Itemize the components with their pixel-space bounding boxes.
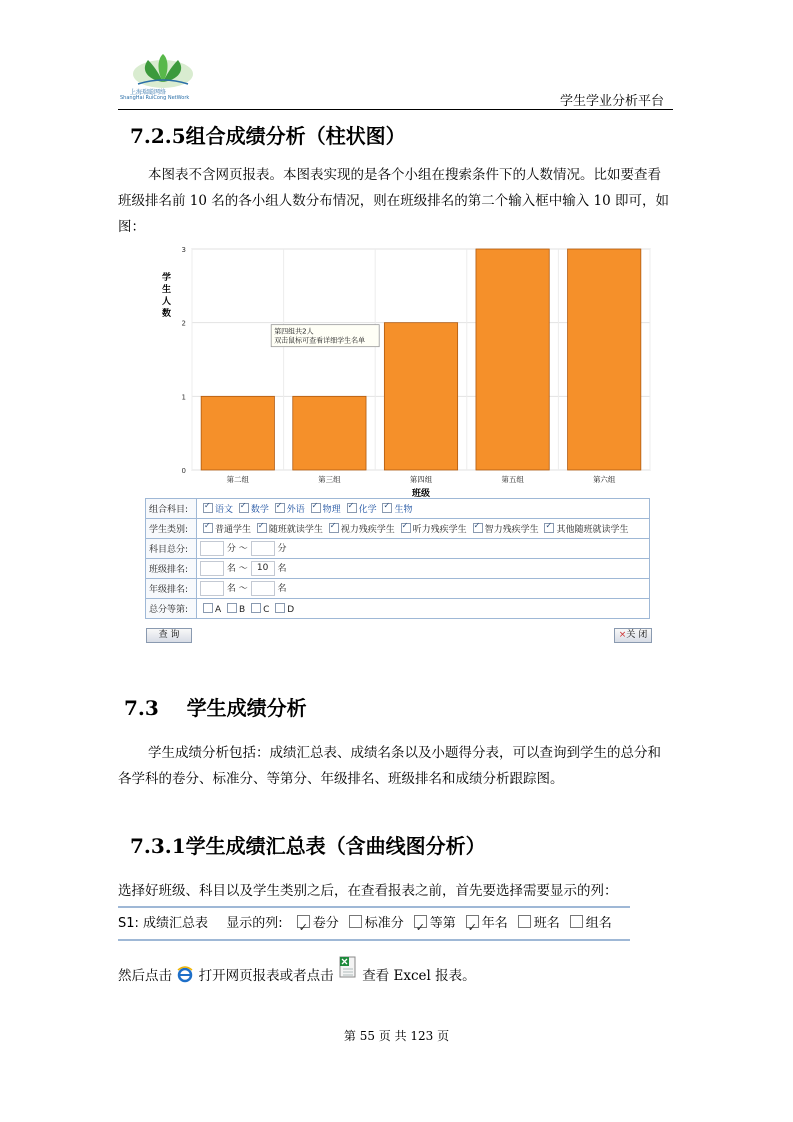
level-options xyxy=(197,599,650,619)
section-725-heading: 7.2.5组合成绩分析（柱状图） xyxy=(130,124,406,148)
header-title: 学生学业分析平台 xyxy=(560,94,665,109)
instructions-part2: 打开网页报表或者点击 xyxy=(198,968,334,984)
grade-rank-unit-1: 名 xyxy=(226,584,236,594)
s1-column-checkbox[interactable] xyxy=(414,915,427,928)
subject-checkbox[interactable] xyxy=(382,503,392,513)
page-footer: 第 55 页 共 123 页 xyxy=(343,1029,450,1043)
score-max-input[interactable] xyxy=(251,541,275,556)
total-score-label: 科目总分: xyxy=(146,539,197,559)
class-rank-unit-1: 名 xyxy=(226,564,236,574)
grade-rank-tilde: ～ xyxy=(238,584,248,594)
s1-column-options xyxy=(287,916,612,931)
form-row-level xyxy=(146,599,650,619)
plot-area xyxy=(182,246,650,484)
grade-rank-max-input[interactable] xyxy=(251,581,275,596)
section-73-para-line2: 各学科的卷分、标准分、等第分、年级排名、班级排名和成绩分析跟踪图。 xyxy=(118,771,564,787)
subject-option-label: 生物 xyxy=(394,505,413,515)
score-tilde: ～ xyxy=(238,544,248,554)
excel-icon[interactable] xyxy=(338,956,358,980)
bar xyxy=(568,249,641,470)
score-unit-2: 分 xyxy=(277,544,287,554)
x-axis-label: 班级 xyxy=(411,489,431,499)
x-tick-label: 第三组 xyxy=(318,475,341,484)
s1-column-checkbox[interactable] xyxy=(570,915,583,928)
level-option[interactable] xyxy=(248,605,269,615)
logo-text-cn: 上海瑞聪网络 xyxy=(130,89,167,96)
tooltip-line-2: 双击鼠标可查看详细学生名单 xyxy=(274,336,366,345)
bar xyxy=(476,249,549,470)
level-checkbox[interactable] xyxy=(251,603,261,613)
subject-options xyxy=(197,499,650,519)
class-rank-max-input[interactable]: 10 xyxy=(251,561,275,576)
student-type-option[interactable] xyxy=(470,525,539,535)
close-button-label: 关 闭 xyxy=(626,630,648,640)
s1-column-label: 标准分 xyxy=(364,916,404,931)
student-type-option-label: 随班就读学生 xyxy=(268,525,323,535)
bar xyxy=(384,323,457,470)
student-type-checkbox[interactable] xyxy=(257,523,267,533)
x-tick-label: 第四组 xyxy=(409,475,433,484)
x-tick-label: 第六组 xyxy=(592,475,616,484)
student-type-option[interactable] xyxy=(398,525,467,535)
column-selector-bar xyxy=(118,906,630,941)
close-button[interactable] xyxy=(614,628,652,643)
form-row-class-rank xyxy=(146,559,650,579)
s1-column-checkbox[interactable] xyxy=(518,915,531,928)
s1-column-label: 等第 xyxy=(429,916,456,931)
s1-column-checkbox[interactable] xyxy=(466,915,479,928)
bar-chart xyxy=(150,240,660,502)
y-tick-label: 0 xyxy=(181,467,186,475)
form-row-score xyxy=(146,539,650,559)
instructions-part1: 然后点击 xyxy=(118,968,172,984)
subject-option[interactable] xyxy=(272,505,305,515)
section-725-para-line3: 图： xyxy=(118,219,145,235)
section-73-heading: 7.3 学生成绩分析 xyxy=(124,696,307,720)
level-option-label: A xyxy=(215,604,222,615)
s1-columns-label: 显示的列: xyxy=(226,916,283,931)
level-option[interactable] xyxy=(272,605,294,615)
y-tick-label: 3 xyxy=(181,246,186,254)
grade-rank-min-input[interactable] xyxy=(200,581,224,596)
instructions-part3: 查看 Excel 报表。 xyxy=(362,968,476,984)
student-type-checkbox[interactable] xyxy=(329,523,339,533)
x-tick-label: 第五组 xyxy=(501,475,524,484)
section-73-para-line1: 学生成绩分析包括：成绩汇总表、成绩名条以及小题得分表，可以查询到学生的总分和 xyxy=(148,745,661,761)
subject-option-label: 物理 xyxy=(322,505,341,515)
student-type-label: 学生类别: xyxy=(146,519,197,539)
subject-option[interactable] xyxy=(344,505,377,515)
student-type-option-label: 听力残疾学生 xyxy=(412,525,467,535)
student-type-option-label: 普通学生 xyxy=(215,525,252,535)
ie-icon[interactable] xyxy=(176,965,194,983)
level-option-label: B xyxy=(239,604,246,615)
s1-column-label: 班名 xyxy=(533,916,560,931)
bar xyxy=(201,396,274,470)
student-type-option[interactable] xyxy=(541,525,628,535)
level-checkbox[interactable] xyxy=(275,603,285,613)
student-type-checkbox[interactable] xyxy=(544,523,554,533)
section-725-para-line1: 本图表不含网页报表。本图表实现的是各个小组在搜索条件下的人数情况。比如要查看 xyxy=(148,167,661,183)
form-row-subject xyxy=(146,499,650,519)
level-option[interactable] xyxy=(224,605,245,615)
student-type-option-label: 智力残疾学生 xyxy=(484,525,539,535)
student-type-checkbox[interactable] xyxy=(401,523,411,533)
section-731-heading: 7.3.1学生成绩汇总表（含曲线图分析） xyxy=(130,834,486,858)
level-checkbox[interactable] xyxy=(227,603,237,613)
grade-rank-label: 年级排名: xyxy=(146,579,197,599)
subject-checkbox[interactable] xyxy=(275,503,285,513)
class-rank-label: 班级排名: xyxy=(146,559,197,579)
query-button[interactable]: 查 询 xyxy=(146,628,192,643)
subject-label: 组合科目: xyxy=(146,499,197,519)
level-option[interactable] xyxy=(200,605,221,615)
total-level-label: 总分等第: xyxy=(146,599,197,619)
x-tick-label: 第二组 xyxy=(226,475,250,484)
student-type-checkbox[interactable] xyxy=(473,523,483,533)
level-checkbox[interactable] xyxy=(203,603,213,613)
subject-option-label: 化学 xyxy=(358,505,377,515)
section-725-para-line2: 班级排名前 10 名的各小组人数分布情况，则在班级排名的第二个输入框中输入 10 即可，如 xyxy=(118,193,670,209)
form-row-grade-rank xyxy=(146,579,650,599)
subject-option[interactable] xyxy=(200,505,233,515)
student-type-option-label: 视力残疾学生 xyxy=(340,525,395,535)
subject-option[interactable] xyxy=(379,505,412,515)
bar xyxy=(293,396,366,470)
subject-checkbox[interactable] xyxy=(347,503,357,513)
subject-checkbox[interactable] xyxy=(203,503,213,513)
s1-column-label: 卷分 xyxy=(312,916,339,931)
score-min-input[interactable] xyxy=(200,541,224,556)
subject-option-label: 数学 xyxy=(250,505,269,515)
form-row-type xyxy=(146,519,650,539)
student-type-option[interactable] xyxy=(200,525,251,535)
tooltip-line-1: 第四组共2人 xyxy=(274,327,314,336)
s1-column-checkbox[interactable] xyxy=(349,915,362,928)
class-rank-unit-2: 名 xyxy=(277,564,287,574)
level-option-label: D xyxy=(287,604,295,615)
s1-title: S1: 成绩汇总表 xyxy=(118,916,209,931)
level-option-label: C xyxy=(263,604,270,615)
grade-rank-unit-2: 名 xyxy=(277,584,287,594)
subject-checkbox[interactable] xyxy=(239,503,249,513)
report-instructions-line xyxy=(118,956,476,989)
student-type-option-label: 其他随班就读学生 xyxy=(556,525,629,535)
subject-checkbox[interactable] xyxy=(311,503,321,513)
student-type-options xyxy=(197,519,650,539)
student-type-checkbox[interactable] xyxy=(203,523,213,533)
class-rank-min-input[interactable] xyxy=(200,561,224,576)
score-unit-1: 分 xyxy=(226,544,236,554)
student-type-option[interactable] xyxy=(254,525,323,535)
filter-form xyxy=(145,498,650,619)
subject-option-label: 外语 xyxy=(286,505,305,515)
s1-column-label: 组名 xyxy=(585,916,612,931)
student-type-option[interactable] xyxy=(326,525,395,535)
s1-column-checkbox[interactable] xyxy=(297,915,310,928)
subject-option[interactable] xyxy=(236,505,269,515)
header-divider xyxy=(118,109,673,110)
s1-column-label: 年名 xyxy=(481,916,508,931)
y-axis-label: 学生人数 xyxy=(162,273,172,319)
y-tick-label: 1 xyxy=(181,393,186,402)
logo-text-en: ShangHai RuiCong NetWork xyxy=(120,95,190,101)
subject-option[interactable] xyxy=(308,505,341,515)
close-icon: × xyxy=(618,630,627,640)
y-tick-label: 2 xyxy=(181,319,186,328)
section-731-para: 选择好班级、科目以及学生类别之后，在查看报表之前，首先要选择需要显示的列： xyxy=(118,883,618,899)
subject-option-label: 语文 xyxy=(215,505,234,515)
class-rank-tilde: ～ xyxy=(238,564,248,574)
